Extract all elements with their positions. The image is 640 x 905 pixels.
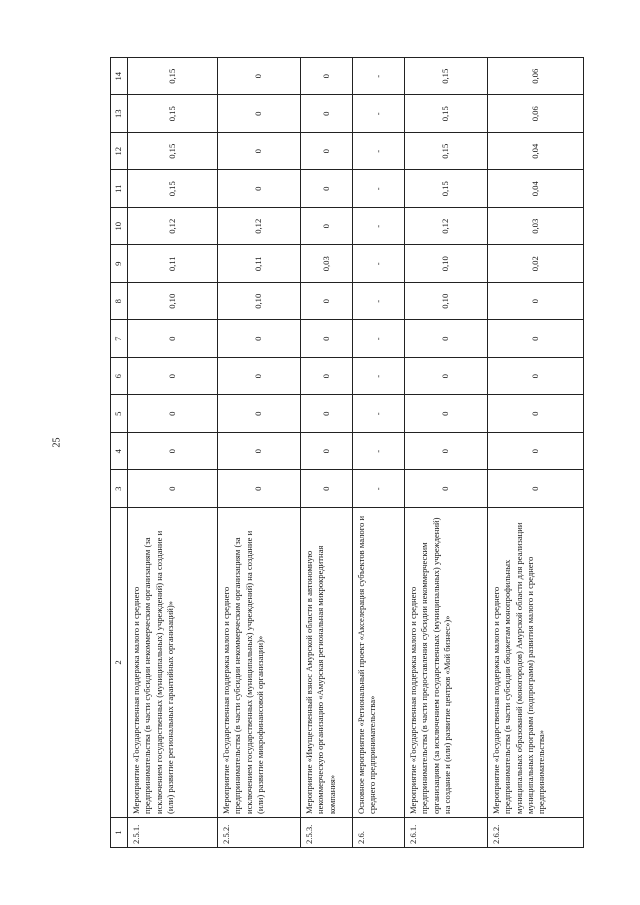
col-header-5: 5: [111, 395, 128, 433]
col-header-11: 11: [111, 170, 128, 208]
table-cell: 0,02: [488, 245, 584, 283]
table-cell: 0: [128, 358, 218, 396]
table-cell: 0: [301, 283, 353, 321]
page-number: 25: [51, 437, 63, 448]
table-cell: 0: [218, 133, 301, 171]
col-header-3: 3: [111, 470, 128, 508]
table-cell: 0: [301, 58, 353, 96]
table-cell: 0: [488, 470, 584, 508]
table-cell: 0,11: [128, 245, 218, 283]
table-cell: 0: [488, 358, 584, 396]
col-header-13: 13: [111, 95, 128, 133]
row-description: Мероприятие «Государственная поддержка малого и среднего предпринимательства (в части субсидии некоммерческим организациям (за исключением государственных (муниципальных) учреждений) на создание и (или) развитие микрофинансовой организации)»: [218, 508, 301, 818]
table-cell: 0: [128, 470, 218, 508]
table-cell: 0: [218, 470, 301, 508]
row-number: 2.6.: [353, 818, 405, 848]
table-cell: 0: [405, 433, 488, 471]
table-cell: 0: [488, 320, 584, 358]
table-cell: 0: [301, 208, 353, 246]
table-cell: 0,15: [128, 58, 218, 96]
header-row: [111, 58, 128, 848]
table-cell: -: [353, 208, 405, 246]
col-header-6: 6: [111, 358, 128, 396]
table-cell: 0: [488, 395, 584, 433]
table-cell: 0: [301, 95, 353, 133]
table-cell: 0,10: [218, 283, 301, 321]
col-header-14: 14: [111, 58, 128, 96]
col-header-7: 7: [111, 320, 128, 358]
table-cell: 0: [218, 58, 301, 96]
table-cell: 0: [218, 320, 301, 358]
table-cell: -: [353, 358, 405, 396]
table-cell: 0,06: [488, 58, 584, 96]
table-cell: -: [353, 170, 405, 208]
table-cell: 0,04: [488, 170, 584, 208]
table-cell: 0,12: [128, 208, 218, 246]
table-cell: -: [353, 470, 405, 508]
row-number: 2.5.2.: [218, 818, 301, 848]
table-cell: 0: [405, 358, 488, 396]
table-cell: 0: [301, 470, 353, 508]
table-cell: 0: [301, 133, 353, 171]
table-cell: 0,06: [488, 95, 584, 133]
table-frame: [110, 58, 580, 848]
col-header-10: 10: [111, 208, 128, 246]
col-header-1: 1: [111, 818, 128, 848]
table-cell: 0,15: [128, 133, 218, 171]
table-cell: 0: [488, 433, 584, 471]
row-description: Мероприятие «Государственная поддержка малого и среднего предпринимательства (в части предоставления субсидии некоммерческим организациям (за исключением государственных (муниципальных) учреждений) на создание и (или) развитие центров «Мой бизнес»)»: [405, 508, 488, 818]
row-description: Мероприятие «Государственная поддержка малого и среднего предпринимательства (в части субсидии некоммерческим организациям (за исключением государственных (муниципальных) учреждений) на создание и (или) развитие региональных гарантийных организаций)»: [128, 508, 218, 818]
rotated-table-holder: [110, 58, 580, 848]
table-cell: 0: [218, 433, 301, 471]
table-row: [128, 58, 218, 848]
row-number: 2.5.1.: [128, 818, 218, 848]
table-cell: 0,15: [405, 58, 488, 96]
table-cell: 0,11: [218, 245, 301, 283]
table-cell: -: [353, 58, 405, 96]
table-cell: 0: [128, 320, 218, 358]
col-header-8: 8: [111, 283, 128, 321]
table-cell: 0: [128, 433, 218, 471]
row-description: Мероприятие «Государственная поддержка малого и среднего предпринимательства (в части субсидии бюджетам монопрофильных муниципальных образований (моногородов) Амурской области для реализации муниципальных программ (подпрограмм) развития малого и среднего предпринимательства»: [488, 508, 584, 818]
table-row: [488, 58, 584, 848]
table-row: [405, 58, 488, 848]
col-header-9: 9: [111, 245, 128, 283]
table-cell: 0,10: [128, 283, 218, 321]
table-cell: -: [353, 283, 405, 321]
table-row: [218, 58, 301, 848]
table-cell: 0: [218, 358, 301, 396]
table-cell: 0: [218, 95, 301, 133]
row-number: 2.6.1.: [405, 818, 488, 848]
col-header-12: 12: [111, 133, 128, 171]
table-cell: 0,12: [218, 208, 301, 246]
table-cell: 0,15: [128, 95, 218, 133]
table-cell: -: [353, 395, 405, 433]
table-cell: 0: [301, 433, 353, 471]
table-cell: 0,15: [405, 170, 488, 208]
table-cell: 0: [218, 395, 301, 433]
table-cell: -: [353, 133, 405, 171]
col-header-2: 2: [111, 508, 128, 818]
table-cell: 0,12: [405, 208, 488, 246]
row-number: 2.6.2.: [488, 818, 584, 848]
table-row: [353, 58, 405, 848]
table-cell: 0: [405, 470, 488, 508]
table-cell: 0: [405, 395, 488, 433]
table-cell: 0: [301, 395, 353, 433]
table-cell: -: [353, 95, 405, 133]
table-cell: 0,10: [405, 283, 488, 321]
col-header-4: 4: [111, 433, 128, 471]
table-cell: 0,15: [128, 170, 218, 208]
table-cell: 0,03: [301, 245, 353, 283]
table-cell: 0: [301, 170, 353, 208]
table-cell: 0: [218, 170, 301, 208]
table-cell: 0,15: [405, 95, 488, 133]
indicators-table: [110, 57, 584, 848]
row-description: Мероприятие «Имущественный взнос Амурской области в автономную некоммерческую организацию «Амурская региональная микрокредитная компания»: [301, 508, 353, 818]
table-cell: 0,04: [488, 133, 584, 171]
table-cell: 0: [301, 320, 353, 358]
table-cell: 0,03: [488, 208, 584, 246]
table-cell: 0: [405, 320, 488, 358]
row-description: Основное мероприятие «Региональный проект «Акселерация субъектов малого и среднего предпринимательства»: [353, 508, 405, 818]
table-cell: 0,10: [405, 245, 488, 283]
table-cell: 0: [128, 395, 218, 433]
table-row: [301, 58, 353, 848]
table-cell: 0: [301, 358, 353, 396]
table-cell: -: [353, 433, 405, 471]
table-cell: -: [353, 245, 405, 283]
table-cell: 0: [488, 283, 584, 321]
table-cell: -: [353, 320, 405, 358]
row-number: 2.5.3.: [301, 818, 353, 848]
table-cell: 0,15: [405, 133, 488, 171]
